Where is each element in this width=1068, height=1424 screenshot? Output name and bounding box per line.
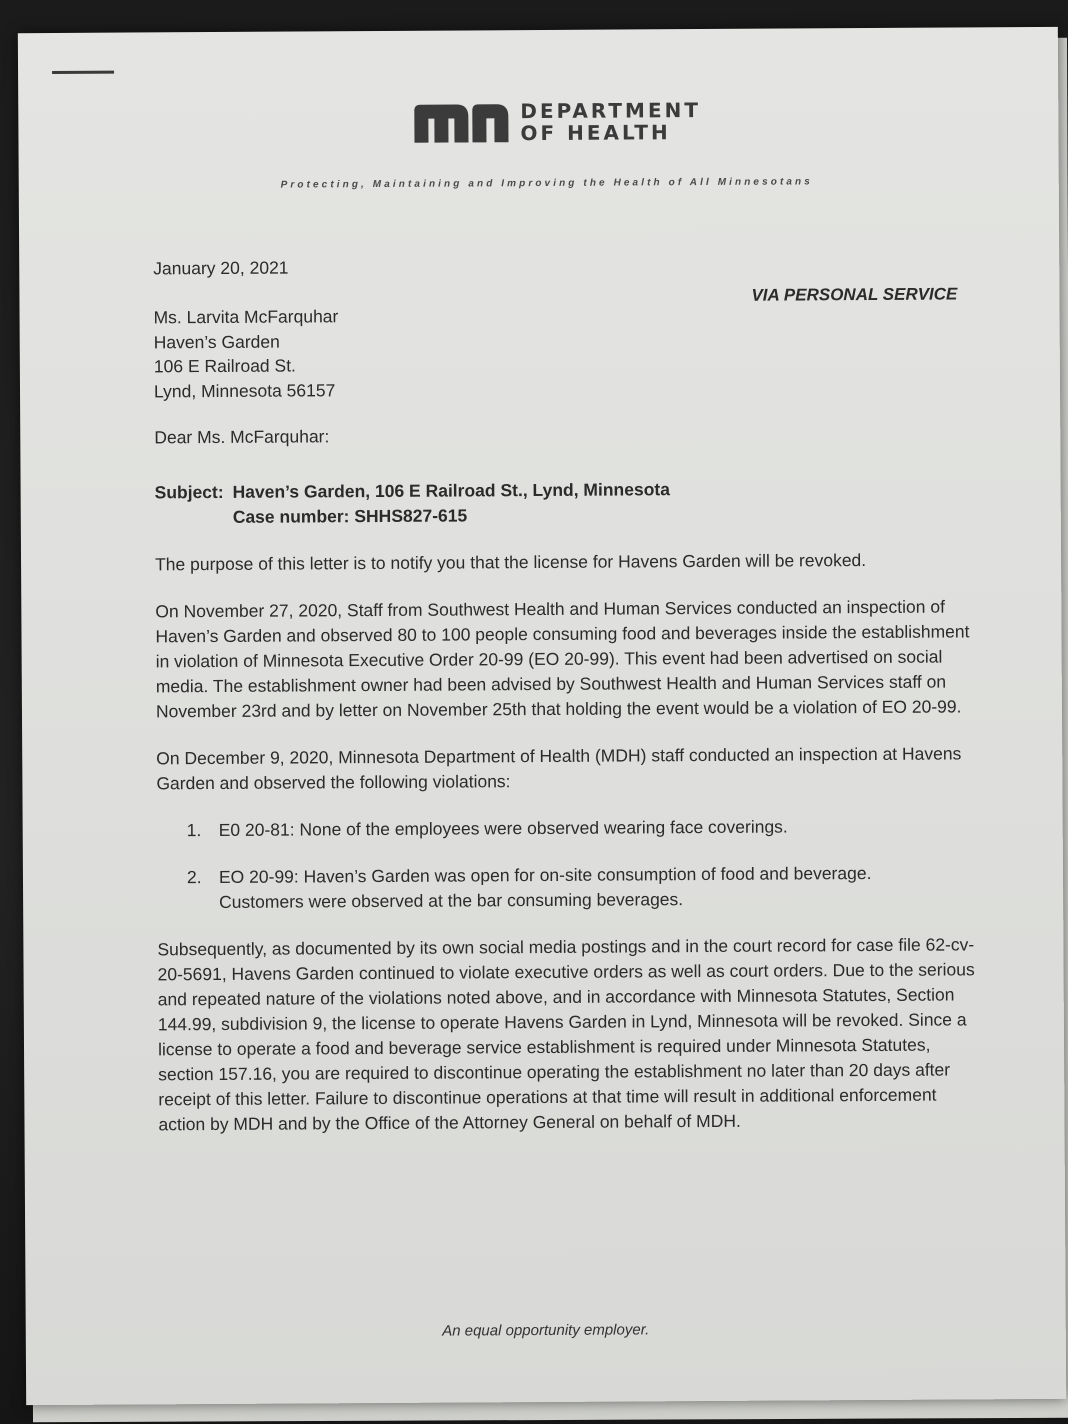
letter-page (18, 27, 1066, 1405)
tagline: Protecting, Maintaining and Improving the Health of All Minnesotans (280, 176, 813, 191)
subject-block (155, 475, 975, 530)
case-number: Case number: SHHS827-615 (232, 505, 468, 527)
mdh-logo (412, 97, 712, 147)
org-name (520, 99, 701, 144)
violations-list (157, 813, 978, 915)
address-line: Lynd, Minnesota 56157 (153, 379, 336, 401)
letter-date: January 20, 2021 (153, 257, 289, 279)
pen-mark (52, 71, 114, 74)
org-line-2: OF HEALTH (520, 120, 671, 146)
footer-text: An equal opportunity employer. (442, 1321, 650, 1340)
subject-label: Subject: (154, 481, 224, 503)
paragraph-revocation: Subsequently, as documented by its own social media postings and in the court record for case file 62-cv-20-5691, Havens Garden continued to violate executive orders as well as court orders. Due to the serious and repeated nature of the violations noted above, and in accordance with Minnesota Statutes, Section 144.99, subdivision 9, the license to operate Havens Garden in Lynd, Minnesota will be revoked. Since a license to operate a food and beverage service establishment is required under Minnesota Statutes, section 157.16, you are required to discontinue operating the establishment no later than 20 days after receipt of this letter. Failure to discontinue operations at that time will result in additional enforcement action by MDH and by the Office of the Attorney General on behalf of MDH. (157, 934, 975, 1135)
org-line-1: DEPARTMENT (520, 98, 702, 124)
salutation: Dear Ms. McFarquhar: (154, 426, 330, 448)
paragraph-december-inspection: On December 9, 2020, Minnesota Department of Health (MDH) staff conducted an inspection at Havens Garden and observed the following violations: (156, 743, 962, 794)
paragraph-purpose: The purpose of this letter is to notify you that the license for Havens Garden will be revoked. (155, 550, 867, 575)
address-line: 106 E Railroad St. (153, 355, 296, 377)
subject-lines (233, 477, 671, 530)
letter-body (153, 251, 978, 1137)
list-number: 1. (186, 820, 202, 841)
address-line: Haven’s Garden (153, 331, 280, 352)
list-item (187, 860, 977, 915)
recipient-address (153, 300, 974, 403)
mn-logo-icon (412, 100, 512, 145)
list-text: E0 20-81: None of the employees were observed wearing face coverings. (218, 816, 788, 840)
list-text: EO 20-99: Haven’s Garden was open for on-site consumption of food and beverage. Customers were observed at the bar consuming beverages. (218, 862, 872, 912)
list-number: 2. (186, 867, 202, 888)
delivery-method: VIA PERSONAL SERVICE (751, 284, 958, 305)
subject-line: Haven’s Garden, 106 E Railroad St., Lynd, Minnesota (232, 479, 670, 502)
address-line: Ms. Larvita McFarquhar (153, 306, 339, 328)
paragraph-november-inspection: On November 27, 2020, Staff from Southwest Health and Human Services conducted an inspection of Haven’s Garden and observed 80 to 100 people consuming food and beverages inside the establishment in violation of Minnesota Executive Order 20-99 (EO 20-99). This event had been advertised on social media. The establishment owner had been advised by Southwest Health and Human Services staff on November 23rd and by letter on November 25th that holding the event would be a violation of EO 20-99. (155, 596, 970, 722)
list-item (187, 813, 977, 843)
